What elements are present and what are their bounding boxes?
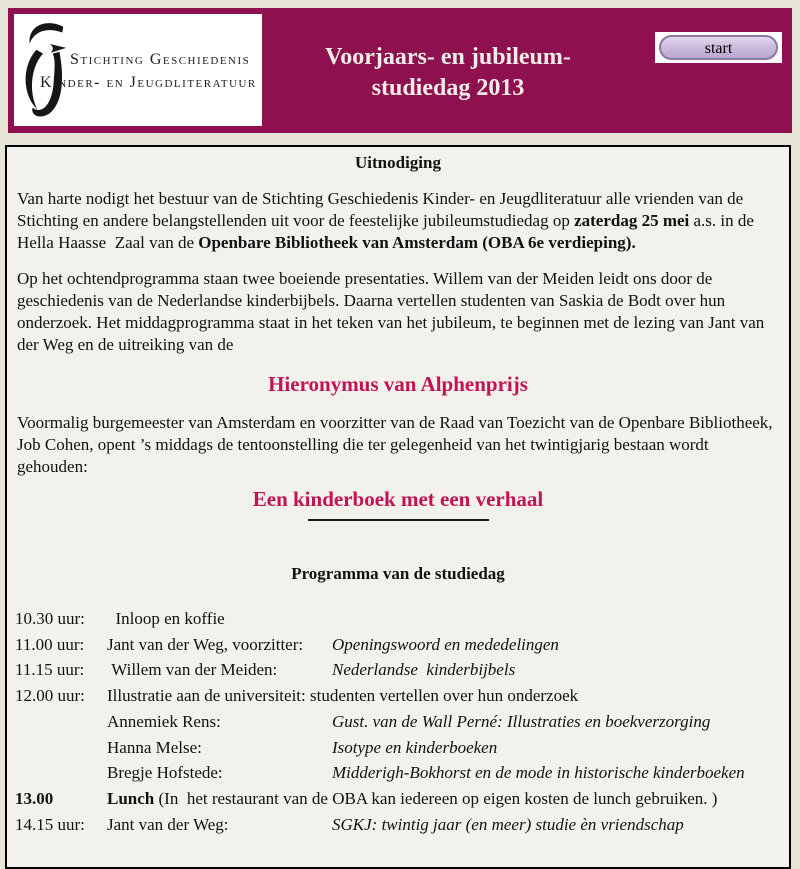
start-button-panel	[655, 32, 782, 63]
foundation-name	[36, 48, 260, 94]
program-row	[15, 786, 781, 812]
invitation-paragraph-1	[15, 188, 781, 254]
program-description: Lunch (In het restaurant van de OBA kan iedereen op eigen kosten de lunch gebruiken. )	[107, 788, 718, 808]
invitation-heading: Uitnodiging	[355, 153, 441, 172]
foundation-name-line2: Kinder- en Jeugdliteratuur	[40, 74, 257, 91]
program-row	[15, 812, 781, 838]
program-description: Illustratie aan de universiteit: studenten vertellen over hun onderzoek	[107, 686, 579, 706]
program-row	[15, 735, 781, 761]
program-time: 14.15 uur:	[15, 814, 85, 834]
section-divider	[308, 519, 489, 521]
bold-text-segment: Lunch	[107, 788, 155, 808]
text-segment: a.s. in de Hella Haasse Zaal van de	[17, 211, 759, 252]
program-time	[15, 735, 107, 761]
program-heading: Programma van de studiedag	[291, 564, 505, 583]
program-row	[15, 709, 781, 735]
program-row	[15, 683, 781, 709]
foundation-logo	[14, 14, 262, 126]
program-speaker: Jant van der Weg:	[107, 814, 229, 834]
program-speaker: Hanna Melse:	[107, 737, 202, 757]
program-time	[15, 709, 107, 735]
page-title-line1: Voorjaars- en jubileum-	[325, 44, 571, 70]
program-topic: Gust. van de Wall Perné: Illustraties en boekverzorging	[332, 711, 711, 731]
invitation-paragraph-3	[15, 412, 781, 478]
invitation-paragraph-2	[15, 268, 781, 356]
header-banner	[8, 8, 792, 133]
program-time: 12.00 uur:	[15, 686, 85, 706]
page-title-line2: studiedag 2013	[371, 75, 525, 101]
program-speaker: Willem van der Meiden:	[107, 660, 278, 680]
program-row	[15, 606, 781, 632]
text-segment: Voormalig burgemeester van Amsterdam en voorzitter van de Raad van Toezicht van de Openbare Bibliotheek, Job Cohen, opent ’s middags de tentoonstelling die ter gelegenheid van het twintigjarig bestaan wordt gehouden:	[17, 413, 777, 476]
program-row	[15, 760, 781, 786]
page-title	[303, 42, 593, 104]
program-schedule	[15, 606, 781, 837]
prize-heading: Hieronymus van Alphenprijs	[268, 372, 528, 396]
foundation-name-line1: Stichting Geschiedenis	[70, 51, 251, 68]
program-topic	[332, 606, 781, 632]
program-time: 11.00 uur:	[15, 634, 85, 654]
program-topic: SGKJ: twintig jaar (en meer) studie èn vriendschap	[332, 814, 684, 834]
program-speaker: Annemiek Rens:	[107, 711, 221, 731]
program-time: 13.00	[15, 788, 54, 808]
program-topic: Midderigh-Bokhorst en de mode in historische kinderboeken	[332, 763, 745, 783]
invitation-panel	[5, 145, 791, 869]
program-topic: Openingswoord en mededelingen	[332, 634, 559, 654]
program-speaker: Inloop en koffie	[107, 609, 225, 628]
bold-text-segment: zaterdag 25 mei	[574, 211, 690, 230]
program-row	[15, 632, 781, 658]
exhibition-heading: Een kinderboek met een verhaal	[252, 487, 544, 511]
text-segment: Van harte nodigt het bestuur van de Stichting Geschiedenis Kinder- en Jeugdliteratuur alle vrienden van de Stichting en andere belangstellenden uit voor de feestelijke jubileumstudiedag op	[17, 189, 748, 230]
text-segment: Op het ochtendprogramma staan twee boeiende presentaties. Willem van der Meiden leidt ons door de geschiedenis van de Nederlandse kinderbijbels. Daarna vertellen studenten van Saskia de Bodt over hun onderzoek. Het middagprogramma staat in het teken van het jubileum, te beginnen met de lezing van Jant van der Weg en de uitreiking van de	[17, 269, 769, 354]
program-topic: Isotype en kinderboeken	[332, 737, 498, 757]
program-time: 11.15 uur:	[15, 660, 85, 680]
program-speaker: Bregje Hofstede:	[107, 763, 223, 783]
program-speaker: Jant van der Weg, voorzitter:	[107, 634, 304, 654]
program-time: 10.30 uur:	[15, 609, 85, 628]
program-time	[15, 760, 107, 786]
bold-text-segment: Openbare Bibliotheek van Amsterdam (OBA 6e verdieping).	[198, 233, 636, 252]
program-topic: Nederlandse kinderbijbels	[332, 660, 516, 680]
start-button[interactable]: start	[659, 35, 778, 60]
program-row	[15, 657, 781, 683]
